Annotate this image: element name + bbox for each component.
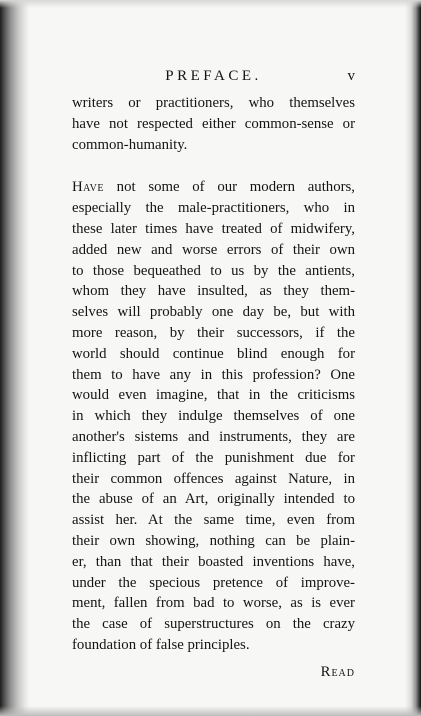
text-line: these later times have treated of midwifery, [72,220,355,237]
text-line: their own showing, nothing can be plain- [72,532,355,549]
text-line: writers or practitioners, who themselves [72,95,355,111]
text-line: world should continue blind enough for [72,345,355,362]
text-line: have not respected either common-sense or [72,115,355,132]
paragraph-1 [72,93,355,155]
text-line: another's sistems and instruments, they are [72,428,355,445]
text-line: under the specious pretence of improve- [72,574,355,591]
text-line: would even imagine, that in the criticisms [72,387,355,404]
paragraph-2 [72,177,355,655]
text-line: their common offences against Nature, in [72,470,355,487]
text-fragment: not some of our modern authors, [103,179,355,196]
text-line: the case of superstructures on the crazy [72,616,355,633]
text-line: in which they indulge themselves of one [72,408,355,425]
catchword: Read [320,663,355,680]
text-line: the abuse of an Art, originally intended to [72,491,355,508]
page-number: v [347,68,355,84]
book-spine-shadow [0,0,30,716]
text-line: foundation of false principles. [72,636,250,653]
page-header [72,66,355,88]
paragraph-lead-word: Have [72,179,104,196]
text-line: common-humanity. [72,136,188,153]
text-line: inflicting part of the punishment due for [72,449,355,466]
page-text-block [72,66,355,683]
text-line: especially the male-practitioners, who in [72,200,355,217]
top-edge-shadow [0,0,421,8]
text-line: er, than that their boasted inventions have, [72,553,355,570]
text-line: to those bequeathed to us by the antients, [72,262,355,279]
running-title: PREFACE. [165,68,262,84]
text-line: assist her. At the same time, even from [72,512,355,529]
text-line [72,177,355,198]
text-line: added new and worse errors of their own [72,241,355,258]
text-line: them to have any in this profession? One [72,366,355,383]
bottom-edge-shadow [0,706,421,716]
text-line: selves will probably one day be, but with [72,304,355,321]
text-line: whom they have insulted, as they them- [72,283,355,300]
page-edge-shadow [405,0,421,716]
text-line: ment, fallen from bad to worse, as is ever [72,595,355,612]
text-line: more reason, by their successors, if the [72,324,355,341]
paragraph-gap [72,155,355,177]
